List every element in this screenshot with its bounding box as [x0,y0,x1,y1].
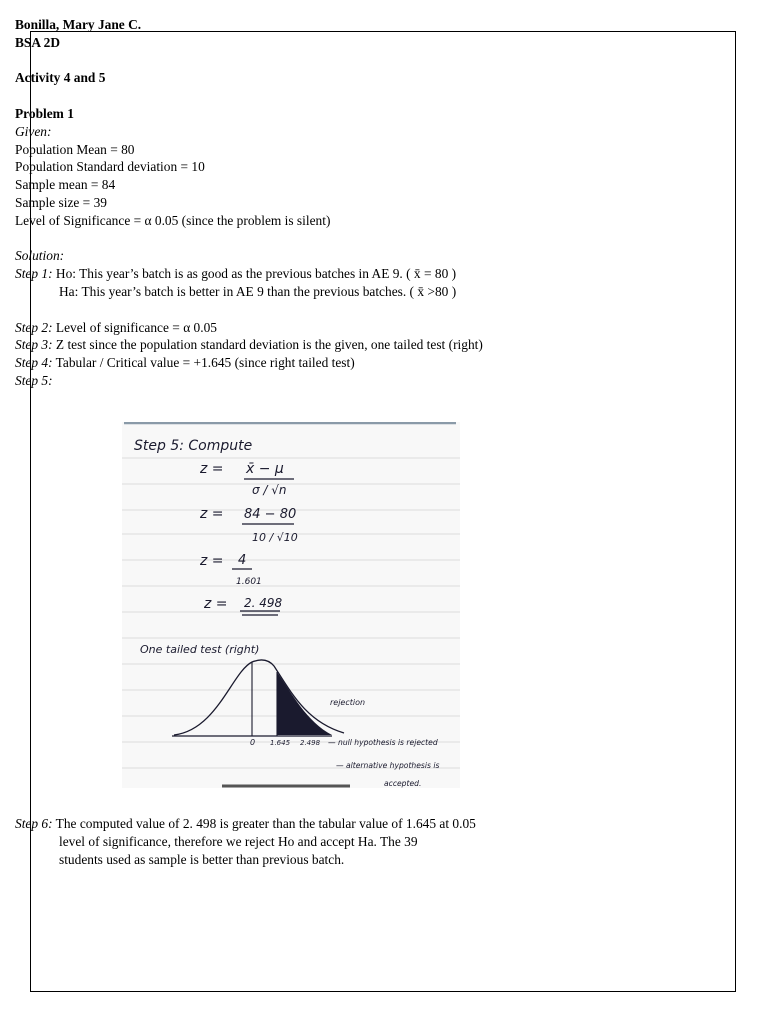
step-3-text: Z test since the population standard deviation is the given, one tailed test (right) [55,337,483,353]
hw-z1-lhs: z = [200,461,224,477]
step-5-label: Step 5: [15,372,53,388]
step-6-line-3: students used as sample is better than previous batch. [59,851,345,867]
hw-note-3: accepted. [384,779,422,788]
hw-axis-crit: 1.645 [270,739,291,747]
hw-z3-den: 1.601 [236,577,262,587]
step-2-text: Level of significance = α 0.05 [55,319,217,335]
hw-axis-z: 2.498 [300,739,321,747]
hw-z2-lhs: z = [200,506,224,522]
student-section: BSA 2D [15,34,61,50]
problem-title: Problem 1 [15,105,74,121]
hw-note-1: — null hypothesis is rejected [328,738,438,747]
hw-z3-num: 4 [238,553,247,568]
step-6-label: Step 6: [15,816,53,831]
hw-z4-lhs: z = [204,596,228,612]
step-1-ho: Ho: This year’s batch is as good as the previous batches in AE 9. ( x̄ = 80 ) [55,266,457,282]
given-label: Given: [15,123,52,139]
given-item: Population Mean = 80 [15,141,135,157]
step-6-line-1: The computed value of 2. 498 is greater than the tabular value of 1.645 at 0.05 [55,816,476,831]
hw-test-label: One tailed test (right) [140,643,260,656]
activity-title: Activity 4 and 5 [15,70,106,86]
step-4-text: Tabular / Critical value = +1.645 (since right tailed test) [55,355,355,371]
hw-z3-lhs: z = [200,553,224,569]
step-3 [15,336,695,354]
handwritten-work-image [122,422,460,788]
step-2 [15,319,695,337]
step-4 [15,354,695,372]
step-4-label: Step 4: [15,355,53,371]
step-1-ha: Ha: This year’s batch is better in AE 9 than the previous batches. ( x̄ >80 ) [59,283,457,299]
step-1 [15,265,695,283]
document-body [15,16,695,390]
step-6-line-2: level of significance, therefore we reject Ho and accept Ha. The 39 [59,833,418,849]
student-name: Bonilla, Mary Jane C. [15,17,142,32]
step-3-label: Step 3: [15,337,53,353]
hw-z1-den: σ / √n [252,483,287,497]
step-5 [15,372,695,390]
hw-note-2: — alternative hypothesis is [336,761,440,770]
hw-z4-val: 2. 498 [244,596,283,610]
step-1-label: Step 1: [15,266,53,282]
given-item: Level of Significance = α 0.05 (since the problem is silent) [15,212,331,228]
hw-z2-num: 84 − 80 [244,507,297,522]
solution-label: Solution: [15,248,65,264]
step-6 [15,815,695,833]
step-2-label: Step 2: [15,319,53,335]
hw-heading: Step 5: Compute [134,438,253,454]
given-item: Sample size = 39 [15,194,107,210]
hw-z1-num: x̄ − μ [246,461,284,477]
step-6-block [15,815,695,868]
given-item: Population Standard deviation = 10 [15,159,205,175]
given-item: Sample mean = 84 [15,177,116,193]
hw-axis-zero: 0 [250,738,256,747]
hw-z2-den: 10 / √10 [252,531,298,544]
hw-rejection-label: rejection [330,698,366,707]
